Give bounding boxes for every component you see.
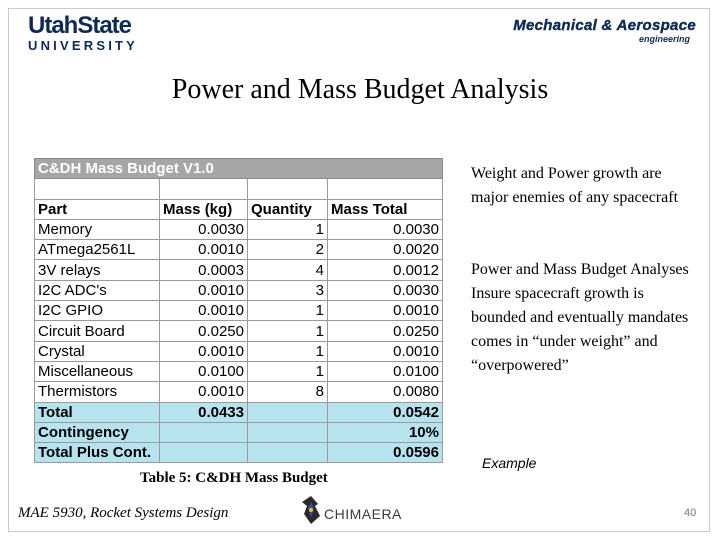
table-row-cell: 8 — [248, 382, 328, 402]
mae-logo — [513, 18, 696, 44]
table-row-cell: 0.0250 — [160, 321, 248, 341]
table-row-cell: 1 — [248, 301, 328, 321]
table-total-row-cell: Total — [35, 402, 160, 422]
paragraph-weight-power: Weight and Power growth are major enemies of any spacecraft — [471, 165, 679, 206]
table-row-cell: 1 — [248, 361, 328, 381]
table-spacer-cell — [160, 179, 248, 199]
usu-logo — [28, 14, 153, 53]
course-footer: MAE 5930, Rocket Systems Design — [18, 505, 229, 521]
table-contingency-row-cell — [248, 422, 328, 442]
table-row-cell: Memory — [35, 219, 160, 239]
mass-budget-table — [34, 158, 443, 463]
table-total-row — [35, 402, 443, 422]
table-row-cell: 0.0030 — [328, 280, 443, 300]
table-row — [35, 341, 443, 361]
paragraph-budget-analyses: Power and Mass Budget Analyses Insure spacecraft growth is bounded and eventually mandates comes in “under weight” and “overpowered” — [471, 261, 689, 374]
table-row-cell: Crystal — [35, 341, 160, 361]
table-contingency-row-cell: Contingency — [35, 422, 160, 442]
table-row-cell: 0.0020 — [328, 240, 443, 260]
table-row-cell: 0.0010 — [160, 240, 248, 260]
table-row — [35, 361, 443, 381]
table-spacer-cell — [35, 179, 160, 199]
mae-logo-top: Mechanical & Aerospace — [513, 17, 696, 34]
table-row — [35, 382, 443, 402]
table-row — [35, 219, 443, 239]
table-row-cell: 0.0030 — [328, 219, 443, 239]
table-row-cell: 0.0100 — [328, 361, 443, 381]
table-row-cell: 0.0010 — [160, 301, 248, 321]
table-row-cell: 0.0010 — [328, 301, 443, 321]
table-contingency-row-cell — [160, 422, 248, 442]
table-title: C&DH Mass Budget V1.0 — [35, 159, 443, 179]
table-header-row-cell: Mass (kg) — [160, 199, 248, 219]
table-row-cell: 1 — [248, 219, 328, 239]
table-contingency-row-cell: 10% — [328, 422, 443, 442]
slide-title: Power and Mass Budget Analysis — [171, 74, 549, 105]
table-row-cell: Miscellaneous — [35, 361, 160, 381]
table-row-cell: 0.0010 — [160, 341, 248, 361]
table-row — [35, 240, 443, 260]
table-row — [35, 280, 443, 300]
table-row-cell: 0.0010 — [160, 280, 248, 300]
chimaera-emblem-icon — [298, 494, 324, 526]
table-total-plus-row-cell: 0.0596 — [328, 443, 443, 463]
table-row-cell: 0.0010 — [328, 341, 443, 361]
table-total-plus-row-cell — [248, 443, 328, 463]
table-row-cell: Circuit Board — [35, 321, 160, 341]
table-row-cell: 0.0012 — [328, 260, 443, 280]
table-total-row-cell: 0.0433 — [160, 402, 248, 422]
table-row-cell: I2C ADC's — [35, 280, 160, 300]
table-total-plus-row — [35, 443, 443, 463]
table-spacer-cell — [248, 179, 328, 199]
usu-logo-top: UtahState — [28, 12, 132, 39]
table-row-cell: 0.0010 — [160, 382, 248, 402]
table-row-cell: 1 — [248, 341, 328, 361]
table-spacer-cell — [328, 179, 443, 199]
chimaera-text: CHIMAERA — [324, 506, 402, 522]
table-total-row-cell: 0.0542 — [328, 402, 443, 422]
table-row-cell: 0.0003 — [160, 260, 248, 280]
table-row-cell: 3 — [248, 280, 328, 300]
table-header-row — [35, 199, 443, 219]
usu-logo-bottom: UNIVERSITY — [28, 38, 139, 53]
table-row-cell: 4 — [248, 260, 328, 280]
table-caption: Table 5: C&DH Mass Budget — [140, 470, 328, 486]
chimaera-logo — [298, 494, 402, 531]
table-row — [35, 301, 443, 321]
table-row — [35, 321, 443, 341]
table-header-row-cell: Mass Total — [328, 199, 443, 219]
table-total-row-cell — [248, 402, 328, 422]
table-row-cell: 2 — [248, 240, 328, 260]
table-row-cell: 0.0100 — [160, 361, 248, 381]
page-number: 40 — [684, 507, 697, 519]
table-header-row-cell: Part — [35, 199, 160, 219]
table-row-cell: 0.0030 — [160, 219, 248, 239]
table-total-plus-row-cell — [160, 443, 248, 463]
table-row-cell: 3V relays — [35, 260, 160, 280]
table-header-row-cell: Quantity — [248, 199, 328, 219]
table-row-cell: 1 — [248, 321, 328, 341]
table-row — [35, 260, 443, 280]
table-contingency-row — [35, 422, 443, 442]
example-label: Example — [482, 455, 537, 471]
table-row-cell: 0.0080 — [328, 382, 443, 402]
table-row-cell: Thermistors — [35, 382, 160, 402]
table-spacer-row — [35, 179, 443, 199]
table-total-plus-row-cell: Total Plus Cont. — [35, 443, 160, 463]
table-title-row — [35, 159, 443, 179]
table-row-cell: I2C GPIO — [35, 301, 160, 321]
table-row-cell: 0.0250 — [328, 321, 443, 341]
mae-logo-bottom: engineering — [638, 34, 690, 44]
table-row-cell: ATmega2561L — [35, 240, 160, 260]
